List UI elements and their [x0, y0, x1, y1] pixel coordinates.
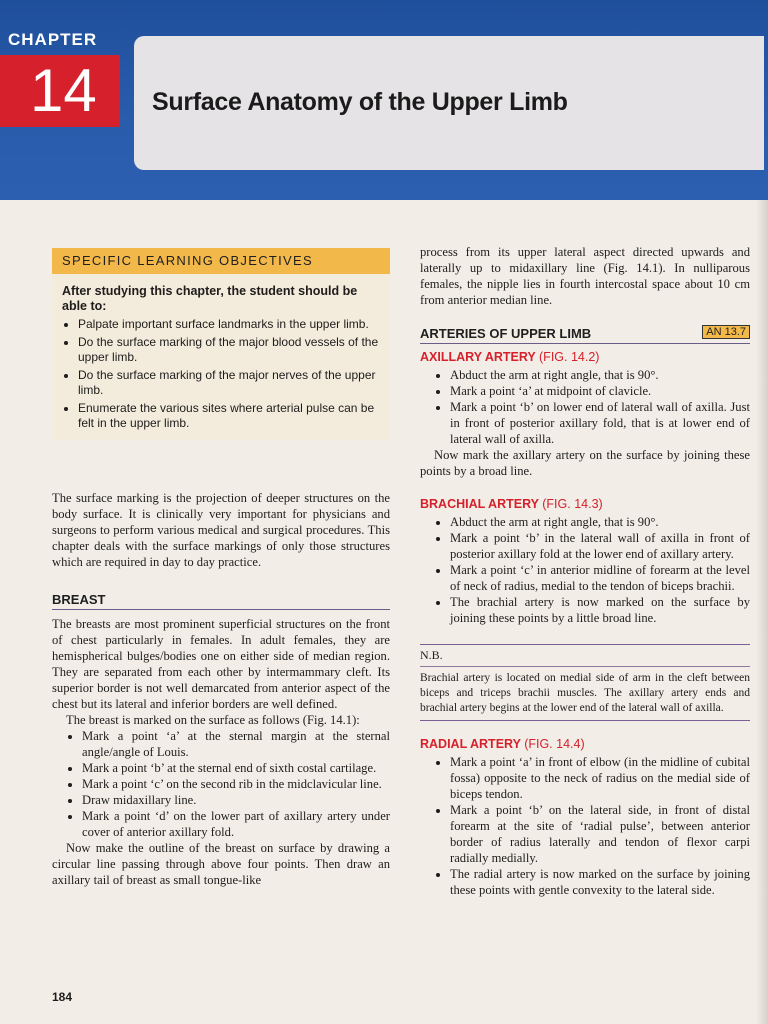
axillary-list: [420, 367, 750, 447]
list-item: • Do the surface marking of the major nerves of the upper limb.: [78, 368, 390, 398]
axillary-after-text: Now mark the axillary artery on the surface by joining these points by a broad line.: [420, 448, 750, 478]
page-number: 184: [52, 990, 73, 1004]
objectives-heading: SPECIFIC LEARNING OBJECTIVES: [52, 248, 390, 274]
nb-label: N.B.: [420, 645, 750, 667]
breast-paragraph-1: The breasts are most prominent superficial structures on the front of chest particularly in females. In adult females, they are hemispherical bulges/bodies one on either side of median region. They are separated from each other by intermammary cleft. Its superior border is not well demarcated from anterior aspect of the chest but its lateral and inferior borders are well defined.: [52, 617, 390, 711]
list-item: • Mark a point ‘c’ in anterior midline of forearm at the level of neck of radius, medial to the tendon of biceps brachii.: [450, 562, 750, 594]
list-item: • Do the surface marking of the major blood vessels of the upper limb.: [78, 335, 390, 365]
list-item: • Mark a point ‘c’ on the second rib in the midclavicular line.: [82, 776, 390, 792]
radial-heading-text: RADIAL ARTERY: [420, 737, 521, 751]
axillary-fig-ref: (FIG. 14.2): [539, 350, 600, 364]
breast-paragraph-3: Now make the outline of the breast on surface by drawing a circular line passing through above four points. Then draw an axillary tail of breast as small tongue-like: [52, 841, 390, 887]
list-item: • Mark a point ‘b’ on lower end of lateral wall of axilla. Just in front of posterior axillary fold, that is at lower end of lateral wall of axilla.: [450, 399, 750, 447]
radial-fig-ref: (FIG. 14.4): [524, 737, 585, 751]
breast-paragraph-3-continued: process from its upper lateral aspect directed upwards and laterally up to midaxillary line (Fig. 14.1). In nulliparous females, the nipple lies in fourth intercostal space about 10 cm from anterior median line.: [420, 245, 750, 307]
list-item: • Mark a point ‘d’ on the lower part of axillary artery under cover of anterior axillary fold.: [82, 808, 390, 840]
list-item: • Mark a point ‘b’ in the lateral wall of axilla in front of posterior axillary fold at the lower end of axillary artery.: [450, 530, 750, 562]
list-item: • Enumerate the various sites where arterial pulse can be felt in the upper limb.: [78, 401, 390, 431]
list-item: • Draw midaxillary line.: [82, 792, 390, 808]
competency-tag: AN 13.7: [702, 325, 750, 339]
breast-marking-list: [52, 728, 390, 840]
radial-artery-heading: [420, 737, 750, 751]
arteries-heading-text: ARTERIES OF UPPER LIMB: [420, 326, 592, 341]
chapter-number: 14: [30, 57, 97, 124]
list-item: • Mark a point ‘b’ on the lateral side, in front of distal forearm at the site of ‘radial pulse’, between anterior border of radius laterally and tendon of flexor carpi radially medially.: [450, 802, 750, 866]
arteries-heading: [420, 326, 750, 344]
brachial-fig-ref: (FIG. 14.3): [542, 497, 603, 511]
brachial-list: [420, 514, 750, 626]
page-gutter-shadow: [756, 200, 768, 1024]
brachial-heading-text: BRACHIAL ARTERY: [420, 497, 539, 511]
chapter-label: CHAPTER: [8, 30, 98, 49]
list-item: • The brachial artery is now marked on the surface by joining these points by a little broad line.: [450, 594, 750, 626]
list-item: • Abduct the arm at right angle, that is 90°.: [450, 514, 750, 530]
breast-paragraph-2: The breast is marked on the surface as follows (Fig. 14.1):: [66, 713, 360, 727]
list-item: • Mark a point ‘a’ at the sternal margin at the sternal angle/angle of Louis.: [82, 728, 390, 760]
objectives-list: [62, 317, 390, 440]
objectives-intro: After studying this chapter, the student should be able to:: [62, 284, 358, 313]
chapter-title-box: [134, 36, 764, 170]
right-column: [420, 244, 750, 898]
list-item: • Abduct the arm at right angle, that is 90°.: [450, 367, 750, 383]
axillary-artery-heading: [420, 350, 750, 364]
breast-heading: BREAST: [52, 592, 390, 610]
list-item: • The radial artery is now marked on the surface by joining these points with gentle convexity to the lateral side.: [450, 866, 750, 898]
chapter-number-box: [0, 55, 120, 127]
intro-paragraph: The surface marking is the projection of deeper structures on the body surface. It is clinically very important for physicians and surgeons to perform various medical and surgical procedures. This chapter deals with the surface markings of only those structures which are required in day to day practice.: [52, 491, 390, 569]
chapter-title: Surface Anatomy of the Upper Limb: [152, 88, 568, 116]
brachial-artery-heading: [420, 497, 750, 511]
axillary-heading-text: AXILLARY ARTERY: [420, 350, 536, 364]
nb-box: [420, 644, 750, 721]
learning-objectives-box: [52, 248, 390, 440]
chapter-header-band: [0, 0, 768, 200]
list-item: • Mark a point ‘a’ at midpoint of clavicle.: [450, 383, 750, 399]
list-item: • Mark a point ‘a’ in front of elbow (in the midline of cubital fossa) opposite to the neck of radius on the medial side of biceps tendon.: [450, 754, 750, 802]
list-item: • Palpate important surface landmarks in the upper limb.: [78, 317, 390, 332]
radial-list: [420, 754, 750, 898]
nb-text: Brachial artery is located on medial side of arm in the cleft between biceps and triceps brachii muscles. The axillary artery ends and brachial artery begins at the lower end of the lateral wall of axilla.: [420, 672, 750, 714]
list-item: • Mark a point ‘b’ at the sternal end of sixth costal cartilage.: [82, 760, 390, 776]
left-column: [52, 248, 390, 888]
